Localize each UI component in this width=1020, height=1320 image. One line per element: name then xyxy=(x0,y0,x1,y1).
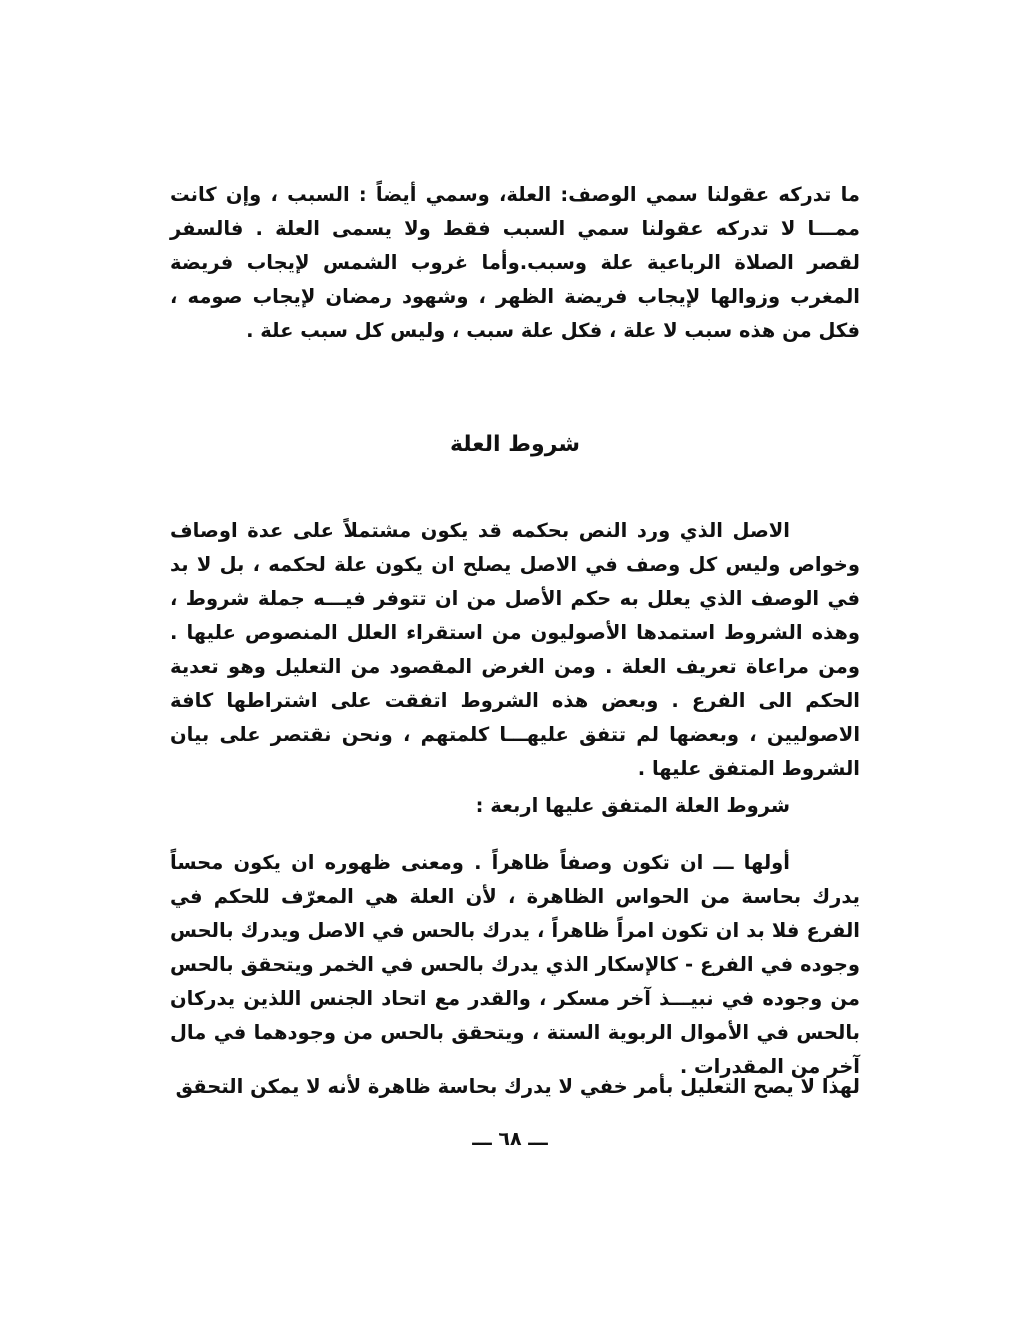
paragraph-first-condition: أولها ـــ ان تكون وصفاً ظاهراً . ومعنى ظهوره ان يكون محساً يدرك بحاسة من الحواس الظاهرة ، لأن العلة هي المعرّف للحكم في الفرع فلا بد ان تكون امراً ظاهراً ، يدرك بالحس في الاصل ويدرك بالحس وجوده في الفرع - كالإسكار الذي يدرك بالحس في الخمر ويتحقق بالحس من وجوده في نبيـــذ آخر مسكر ، والقدر مع اتحاد الجنس اللذين يدركان بالحس في الأموال الربوية الستة ، ويتحقق بالحس من وجودهما في مال آخر من المقدرات . xyxy=(170,851,860,1078)
page-number: ـــ ٦٨ ـــ xyxy=(472,1128,548,1150)
section-heading-conditions: شروط العلة xyxy=(449,432,581,457)
paragraph-cause-vs-reason: ما تدركه عقولنا سمي الوصف: العلة، وسمي أيضاً : السبب ، وإن كانت ممـــا لا تدركه عقولنا سمي السبب فقط ولا يسمى العلة . فالسفر لقصر الصلاة الرباعية علة وسبب.وأما غروب الشمس لإيجاب فريضة المغرب وزوالها لإيجاب فريضة الظهر ، وشهود رمضان لإيجاب صومه ، فكل من هذه سبب لا علة ، فكل علة سبب ، وليس كل سبب علة . xyxy=(170,183,860,342)
paragraph-hidden-matter: لهذا لا يصح التعليل بأمر خفي لا يدرك بحاسة ظاهرة لأنه لا يمكن التحقق xyxy=(175,1075,860,1098)
subheading-agreed-conditions: شروط العلة المتفق عليها اربعة : xyxy=(475,794,790,817)
paragraph-conditions-intro: الاصل الذي ورد النص بحكمه قد يكون مشتملاً على عدة اوصاف وخواص وليس كل وصف في الاصل يصلح ان يكون علة لحكمه ، بل لا بد في الوصف الذي يعلل به حكم الأصل من ان تتوفر فيـــه جملة شروط ، وهذه الشروط استمدها الأصوليون من استقراء العلل المنصوص عليها . ومن مراعاة تعريف العلة . ومن الغرض المقصود من التعليل وهو تعدية الحكم الى الفرع . وبعض هذه الشروط اتفقت على اشتراطها كافة الاصوليين ، وبعضها لم تتفق عليهـــا كلمتهم ، ونحن نقتصر على بيان الشروط المتفق عليها . xyxy=(170,519,860,780)
